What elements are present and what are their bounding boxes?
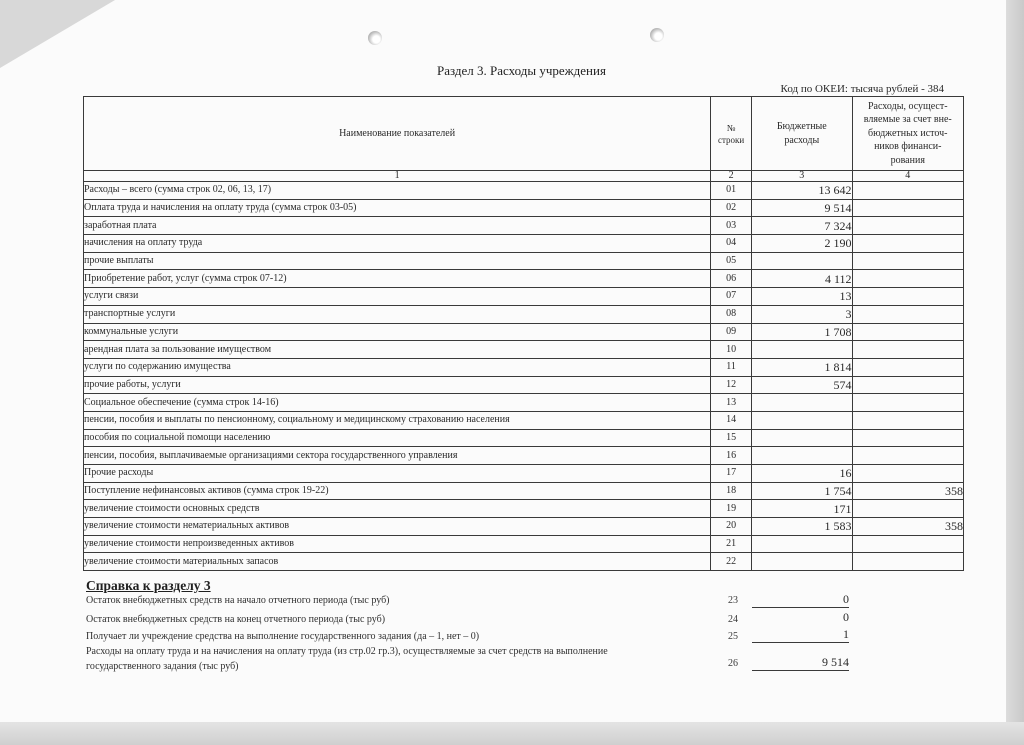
extra-budget-value — [852, 235, 963, 253]
row-number: 03 — [711, 217, 752, 235]
header-name: Наименование показателей — [84, 97, 711, 171]
budget-value — [752, 252, 853, 270]
table-row — [84, 429, 964, 447]
punch-hole-icon — [368, 31, 382, 45]
table-row — [84, 252, 964, 270]
row-name: прочие выплаты — [84, 252, 711, 270]
section-title: Раздел 3. Расходы учреждения — [437, 63, 606, 78]
row-name: транспортные услуги — [84, 305, 711, 323]
budget-value: 7 324 — [752, 217, 853, 235]
extra-budget-value: 358 — [852, 482, 963, 500]
budget-value — [752, 535, 853, 553]
extra-budget-value — [852, 429, 963, 447]
row-name: коммунальные услуги — [84, 323, 711, 341]
budget-value: 1 583 — [752, 518, 853, 536]
budget-value — [752, 411, 853, 429]
row-number: 05 — [711, 252, 752, 270]
extra-budget-value — [852, 553, 963, 571]
extra-budget-value — [852, 447, 963, 465]
budget-value: 1 814 — [752, 358, 853, 376]
column-number: 1 — [84, 171, 711, 182]
table-row — [84, 465, 964, 483]
row-number: 10 — [711, 341, 752, 359]
row-number: 07 — [711, 288, 752, 306]
row-name: Социальное обеспечение (сумма строк 14-16) — [84, 394, 711, 412]
row-name: пособия по социальной помощи населению — [84, 429, 711, 447]
row-number: 06 — [711, 270, 752, 288]
header-row-number: № строки — [711, 97, 752, 171]
budget-value: 1 708 — [752, 323, 853, 341]
extra-budget-value — [852, 199, 963, 217]
table-row — [84, 323, 964, 341]
row-name: услуги по содержанию имущества — [84, 358, 711, 376]
scan-edge-shadow — [0, 722, 1024, 745]
extra-budget-value — [852, 376, 963, 394]
row-number: 11 — [711, 358, 752, 376]
row-number: 12 — [711, 376, 752, 394]
header-budget: Бюджетные расходы — [752, 97, 853, 171]
extra-budget-value — [852, 270, 963, 288]
budget-value — [752, 429, 853, 447]
budget-value: 9 514 — [752, 199, 853, 217]
row-name: пенсии, пособия, выплачиваемые организациями сектора государственного управления — [84, 447, 711, 465]
note-row-number: 23 — [728, 595, 738, 606]
extra-budget-value — [852, 252, 963, 270]
row-name: увеличение стоимости нематериальных активов — [84, 518, 711, 536]
note-row-number: 26 — [728, 658, 738, 669]
row-name: арендная плата за пользование имуществом — [84, 341, 711, 359]
row-name: Расходы – всего (сумма строк 02, 06, 13, 17) — [84, 182, 711, 200]
extra-budget-value — [852, 217, 963, 235]
table-row — [84, 447, 964, 465]
extra-budget-value — [852, 288, 963, 306]
extra-budget-value: 358 — [852, 518, 963, 536]
note-row-number: 25 — [728, 631, 738, 642]
note-value: 1 — [752, 627, 849, 643]
table-row — [84, 235, 964, 253]
row-name: Приобретение работ, услуг (сумма строк 07-12) — [84, 270, 711, 288]
note-label: Расходы на оплату труда и на начисления на оплату труда (из стр.02 гр.3), осуществляемые за счет средств на выполнение — [86, 646, 608, 657]
note-row-number: 24 — [728, 614, 738, 625]
row-number: 09 — [711, 323, 752, 341]
budget-value — [752, 394, 853, 412]
table-row — [84, 394, 964, 412]
extra-budget-value — [852, 305, 963, 323]
table-row — [84, 199, 964, 217]
column-number: 4 — [852, 171, 963, 182]
budget-value: 574 — [752, 376, 853, 394]
table-row — [84, 518, 964, 536]
column-number-row — [84, 171, 964, 182]
budget-value: 13 642 — [752, 182, 853, 200]
table-row — [84, 500, 964, 518]
budget-value: 3 — [752, 305, 853, 323]
expenses-table — [83, 96, 964, 571]
scan-edge-shadow — [1006, 0, 1024, 745]
budget-value — [752, 447, 853, 465]
header-extra-budget: Расходы, осущест- вляемые за счет вне- бюджетных источ- ников финанси- рования — [852, 97, 963, 171]
row-number: 08 — [711, 305, 752, 323]
column-number: 2 — [711, 171, 752, 182]
extra-budget-value — [852, 341, 963, 359]
okei-unit-code: Код по ОКЕИ: тысяча рублей - 384 — [780, 83, 944, 95]
row-name: увеличение стоимости основных средств — [84, 500, 711, 518]
note-value: 0 — [843, 610, 849, 624]
row-number: 17 — [711, 465, 752, 483]
row-name: увеличение стоимости непроизведенных активов — [84, 535, 711, 553]
table-row — [84, 341, 964, 359]
table-row — [84, 182, 964, 200]
punch-hole-icon — [650, 28, 664, 42]
extra-budget-value — [852, 500, 963, 518]
table-row — [84, 482, 964, 500]
budget-value: 2 190 — [752, 235, 853, 253]
notes-title: Справка к разделу 3 — [86, 578, 211, 593]
extra-budget-value — [852, 182, 963, 200]
extra-budget-value — [852, 323, 963, 341]
extra-budget-value — [852, 358, 963, 376]
row-name: заработная плата — [84, 217, 711, 235]
column-number: 3 — [752, 171, 853, 182]
row-number: 02 — [711, 199, 752, 217]
table-row — [84, 358, 964, 376]
row-name: Прочие расходы — [84, 465, 711, 483]
budget-value: 4 112 — [752, 270, 853, 288]
budget-value — [752, 553, 853, 571]
table-row — [84, 553, 964, 571]
table-header-row — [84, 97, 964, 171]
note-label: Остаток внебюджетных средств на конец отчетного периода (тыс руб) — [86, 614, 386, 625]
table-row — [84, 270, 964, 288]
row-name: прочие работы, услуги — [84, 376, 711, 394]
row-number: 18 — [711, 482, 752, 500]
row-number: 04 — [711, 235, 752, 253]
note-label: Получает ли учреждение средства на выполнение государственного задания (да – 1, нет – 0) — [86, 631, 480, 642]
table-row — [84, 288, 964, 306]
row-number: 15 — [711, 429, 752, 447]
row-number: 21 — [711, 535, 752, 553]
extra-budget-value — [852, 411, 963, 429]
table-row — [84, 305, 964, 323]
extra-budget-value — [852, 465, 963, 483]
row-name: услуги связи — [84, 288, 711, 306]
note-value: 0 — [752, 592, 849, 608]
budget-value: 171 — [752, 500, 853, 518]
note-label-continued: государственного задания (тыс руб) — [86, 661, 239, 672]
row-name: пенсии, пособия и выплаты по пенсионному, социальному и медицинскому страхованию населения — [84, 411, 711, 429]
budget-value: 13 — [752, 288, 853, 306]
row-number: 16 — [711, 447, 752, 465]
row-number: 20 — [711, 518, 752, 536]
extra-budget-value — [852, 535, 963, 553]
table-row — [84, 535, 964, 553]
budget-value: 1 754 — [752, 482, 853, 500]
table-row — [84, 411, 964, 429]
extra-budget-value — [852, 394, 963, 412]
budget-value: 16 — [752, 465, 853, 483]
folded-corner — [0, 0, 115, 68]
row-name: Оплата труда и начисления на оплату труда (сумма строк 03-05) — [84, 199, 711, 217]
note-label: Остаток внебюджетных средств на начало отчетного периода (тыс руб) — [86, 595, 390, 606]
row-number: 13 — [711, 394, 752, 412]
row-number: 14 — [711, 411, 752, 429]
budget-value — [752, 341, 853, 359]
row-number: 19 — [711, 500, 752, 518]
row-name: Поступление нефинансовых активов (сумма строк 19-22) — [84, 482, 711, 500]
row-number: 22 — [711, 553, 752, 571]
table-row — [84, 376, 964, 394]
row-number: 01 — [711, 182, 752, 200]
row-name: начисления на оплату труда — [84, 235, 711, 253]
row-name: увеличение стоимости материальных запасов — [84, 553, 711, 571]
table-row — [84, 217, 964, 235]
note-value: 9 514 — [752, 655, 849, 671]
